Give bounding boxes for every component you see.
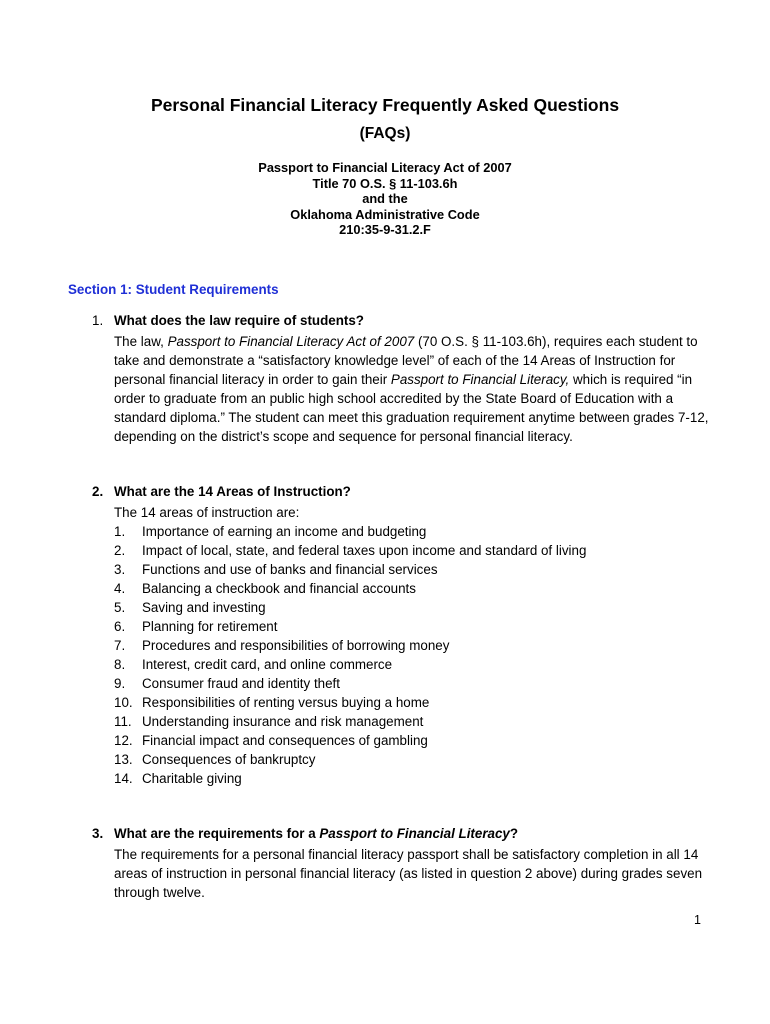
list-item (114, 560, 714, 579)
areas-intro: The 14 areas of instruction are: (114, 505, 300, 520)
list-item (114, 579, 714, 598)
passport-name: Passport to Financial Literacy, (390, 372, 570, 387)
list-item-number: 2. (114, 543, 126, 558)
page-number: 1 (694, 913, 701, 927)
list-item-number: 13. (114, 752, 133, 767)
list-item (114, 693, 714, 712)
list-item-text: Interest, credit card, and online commerce (142, 657, 393, 672)
list-item (114, 617, 714, 636)
question-title (114, 826, 518, 841)
list-item-number: 12. (114, 733, 133, 748)
list-item (114, 731, 714, 750)
list-item-number: 8. (114, 657, 126, 672)
list-item-text: Consumer fraud and identity theft (142, 676, 340, 691)
list-item (114, 598, 714, 617)
list-item (114, 636, 714, 655)
answer-text: (70 O.S. § 11-103.6h), requires each student to take and demonstrate a “satisfactory knowledge level” of each of the 14 Areas of Instruction for personal financial literacy in order to gain their (114, 334, 698, 387)
legal-line-act: Passport to Financial Literacy Act of 2007 (258, 160, 512, 175)
question-number: 3. (92, 826, 104, 841)
passport-name: Passport to Financial Literacy (319, 826, 510, 841)
list-item-text: Procedures and responsibilities of borrowing money (142, 638, 450, 653)
list-item (114, 655, 714, 674)
list-item-number: 7. (114, 638, 126, 653)
list-item (114, 541, 714, 560)
list-item-text: Responsibilities of renting versus buying a home (142, 695, 430, 710)
list-item (114, 522, 714, 541)
list-item-number: 11. (114, 714, 132, 729)
list-item (114, 750, 714, 769)
list-item (114, 674, 714, 693)
list-item (114, 769, 714, 788)
act-name: Passport to Financial Literacy Act of 2007 (167, 334, 415, 349)
document-subtitle: (FAQs) (359, 125, 411, 142)
question-number: 2. (92, 484, 104, 499)
list-item-number: 4. (114, 581, 126, 596)
list-item (114, 712, 714, 731)
legal-reference-block (0, 160, 770, 238)
section-heading: Section 1: Student Requirements (68, 282, 279, 297)
list-item-number: 5. (114, 600, 126, 615)
title-text: ? (509, 826, 519, 841)
question-number: 1. (92, 313, 104, 328)
list-item-text: Understanding insurance and risk management (142, 714, 424, 729)
list-item-text: Consequences of bankruptcy (142, 752, 316, 767)
legal-line-code: Oklahoma Administrative Code (290, 206, 480, 222)
list-item-number: 3. (114, 562, 126, 577)
list-item-text: Financial impact and consequences of gambling (142, 733, 428, 748)
answer-text: The law, (114, 334, 168, 349)
legal-line-section: 210:35-9-31.2.F (339, 222, 431, 237)
list-item-text: Planning for retirement (142, 619, 278, 634)
legal-line-and: and the (362, 191, 408, 206)
list-item-text: Functions and use of banks and financial services (142, 562, 438, 577)
list-item-number: 6. (114, 619, 126, 634)
list-item-text: Saving and investing (142, 600, 266, 615)
list-item-text: Impact of local, state, and federal taxes upon income and standard of living (142, 543, 587, 558)
question-title: What are the 14 Areas of Instruction? (114, 484, 351, 499)
answer-text: which is required “in order to graduate from an public high school accredited by the State Board of Education with a standard diploma.” The student can meet this graduation requirement anytime between grades 7-12, depending on the district’s scope and sequence for personal financial literacy. (114, 372, 709, 444)
list-item-text: Charitable giving (142, 771, 242, 786)
list-item-number: 1. (114, 524, 126, 539)
question-title: What does the law require of students? (114, 313, 364, 328)
question-answer (114, 332, 714, 446)
list-item-number: 14. (114, 771, 133, 786)
list-item-number: 9. (114, 676, 126, 691)
question-answer: The requirements for a personal financial literacy passport shall be satisfactory completion in all 14 areas of instruction in personal financial literacy (as listed in question 2 above) during grades seven through twelve. (114, 847, 703, 900)
list-item-number: 10. (114, 695, 133, 710)
list-item-text: Importance of earning an income and budgeting (142, 524, 427, 539)
list-item-text: Balancing a checkbook and financial accounts (142, 581, 416, 596)
legal-line-title: Title 70 O.S. § 11-103.6h (312, 175, 458, 191)
document-title: Personal Financial Literacy Frequently Asked Questions (150, 95, 620, 115)
title-text: What are the requirements for a (114, 826, 320, 841)
areas-list (114, 522, 714, 788)
